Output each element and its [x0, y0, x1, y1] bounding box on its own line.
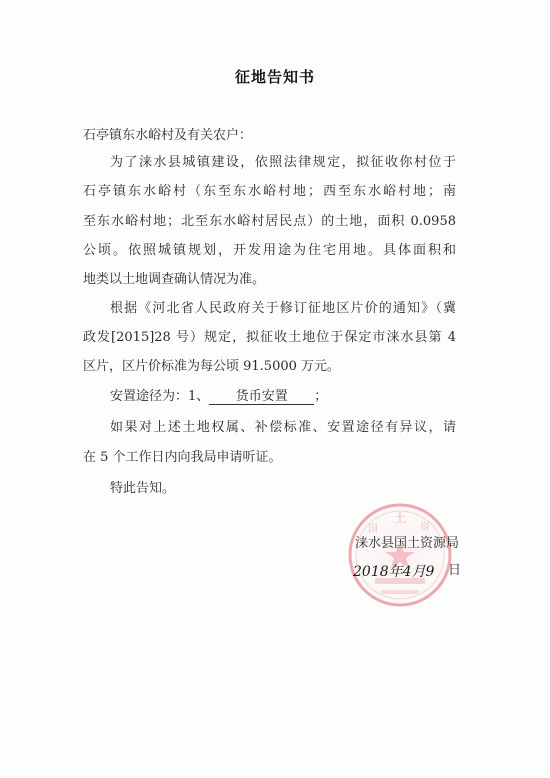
para4-line2: 在 5 个工作日内向我局申请听证。	[83, 450, 282, 465]
resettlement-prefix: 安置途径为：1、	[110, 389, 210, 404]
para1-line5: 地类以土地调查确认情况为准。	[83, 272, 266, 287]
official-seal-icon	[345, 500, 455, 610]
resettlement-method: 货币安置	[209, 390, 314, 405]
resettlement-suffix: ；	[314, 389, 328, 404]
document-title: 征地告知书	[234, 68, 315, 86]
para2-line2: 政发[2015]28 号）规定，拟征收土地位于保定市涞水县第 4	[83, 330, 456, 345]
para2-line3: 区片，区片价标准为每公顷 91.5000 万元。	[83, 359, 341, 374]
para4-line1: 如果对上述土地权属、补偿标准、安置途径有异议，请	[110, 420, 456, 435]
signing-authority: 涞水县国土资源局	[355, 536, 460, 551]
para1-line3: 至东水峪村地；北至东水峪村居民点）的土地，面积 0.0958	[83, 214, 456, 229]
handwritten-date	[353, 560, 445, 582]
svg-text:资: 资	[420, 522, 430, 533]
para2-line1: 根据《河北省人民政府关于修订征地区片价的通知》（冀	[110, 301, 456, 316]
para1-line2: 石亭镇东水峪村（东至东水峪村地；西至东水峪村地；南	[83, 184, 456, 199]
closing-text: 特此告知。	[110, 481, 176, 496]
addressee: 石亭镇东水峪村及有关农户：	[83, 128, 253, 143]
svg-text:土: 土	[393, 511, 407, 525]
para1-line4: 公顷。依照城镇规划，开发用途为住宅用地。具体面积和	[83, 243, 456, 258]
svg-text:国: 国	[368, 524, 378, 535]
svg-text:2018年4月9: 2018年4月9	[353, 564, 435, 580]
resettlement-line	[110, 389, 327, 405]
date-day-suffix: 日	[448, 563, 462, 578]
para1-line1: 为了涞水县城镇建设，依照法律规定，拟征收你村位于	[110, 155, 456, 170]
